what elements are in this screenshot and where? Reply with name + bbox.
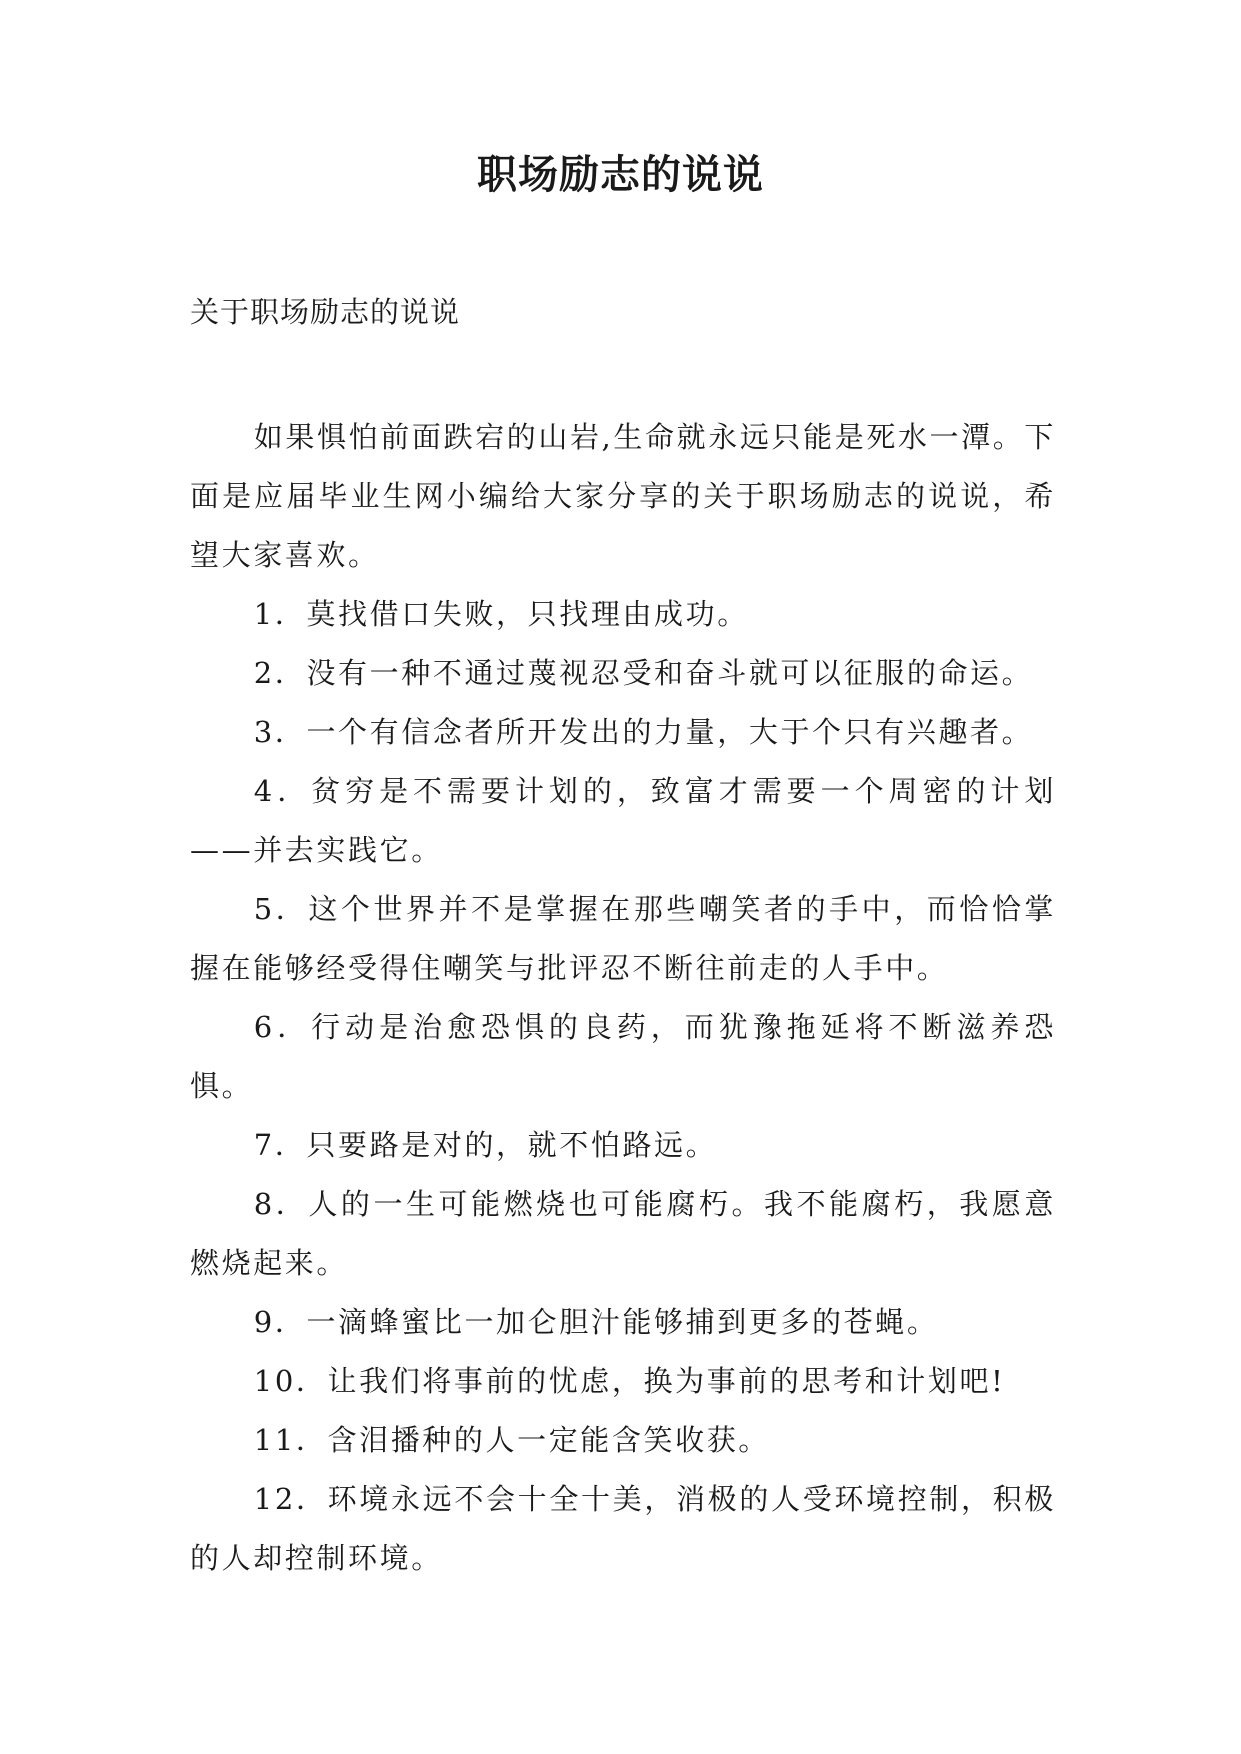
quote-paragraph: 9．一滴蜂蜜比一加仑胆汁能够捕到更多的苍蝇。 (253, 1305, 939, 1339)
document-title: 职场励志的说说 (477, 151, 764, 198)
quote-paragraph: 11．含泪播种的人一定能含笑收获。 (253, 1423, 770, 1457)
intro-paragraph: 如果惧怕前面跌宕的山岩,生命就永远只能是死水一潭。下面是应届毕业生网小编给大家分享的关于职场励志的说说，希望大家喜欢。 (190, 420, 1056, 572)
quote-paragraph: 12．环境永远不会十全十美，消极的人受环境控制，积极的人却控制环境。 (190, 1482, 1056, 1575)
quote-paragraph: 8．人的一生可能燃烧也可能腐朽。我不能腐朽，我愿意燃烧起来。 (190, 1187, 1056, 1280)
quote-paragraph: 3．一个有信念者所开发出的力量，大于个只有兴趣者。 (253, 715, 1034, 749)
quote-paragraph: 4．贫穷是不需要计划的，致富才需要一个周密的计划——并去实践它。 (190, 774, 1056, 867)
quote-paragraph: 5．这个世界并不是掌握在那些嘲笑者的手中，而恰恰掌握在能够经受得住嘲笑与批评忍不断往前走的人手中。 (190, 892, 1056, 985)
document-body (190, 408, 1056, 1588)
quote-paragraph: 10．让我们将事前的忧虑，换为事前的思考和计划吧! (253, 1364, 1006, 1398)
quote-paragraph: 2．没有一种不通过蔑视忍受和奋斗就可以征服的命运。 (253, 656, 1034, 690)
quote-paragraph: 1．莫找借口失败，只找理由成功。 (253, 597, 749, 631)
quote-paragraph: 6．行动是治愈恐惧的良药，而犹豫拖延将不断滋养恐惧。 (190, 1010, 1056, 1103)
document-subtitle: 关于职场励志的说说 (190, 295, 461, 329)
quote-paragraph: 7．只要路是对的，就不怕路远。 (253, 1128, 718, 1162)
